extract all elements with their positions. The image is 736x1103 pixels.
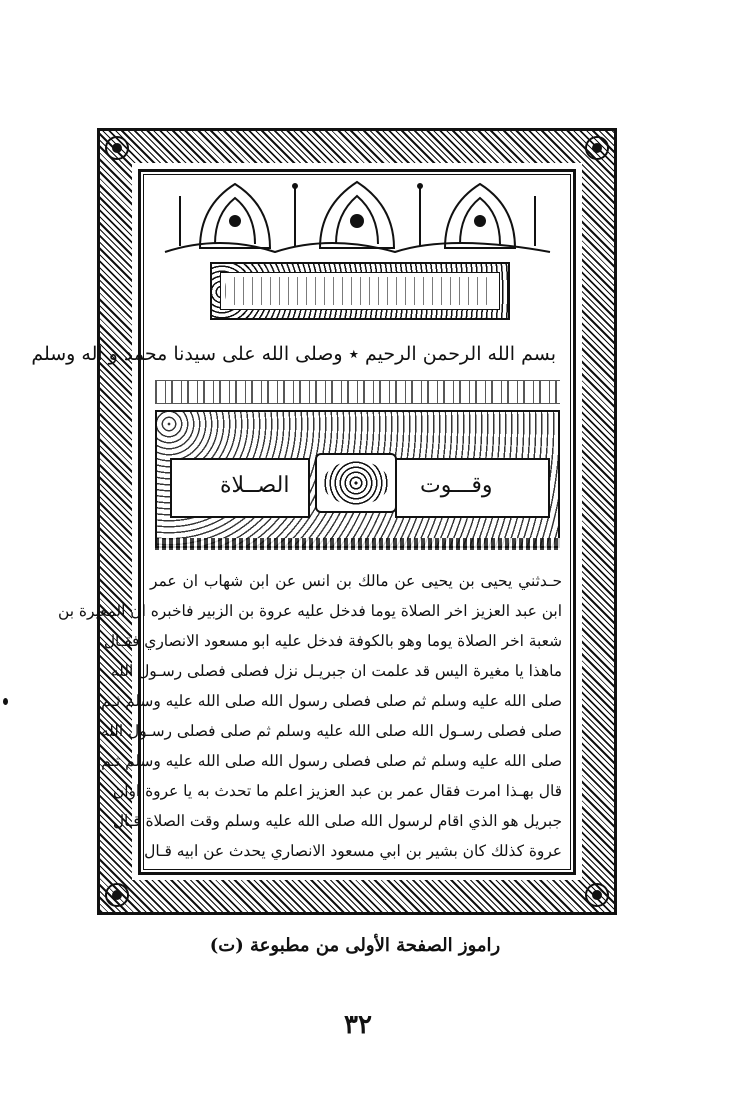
text-line: عروة كذلك كان بشير بن ابي مسعود الانصاري يحدث عن ابيه قـال bbox=[144, 842, 562, 860]
page-number: ٣٢ bbox=[344, 1010, 372, 1040]
manuscript-body bbox=[58, 566, 562, 866]
text-line: قال بهـذا امرت فقال عمر بن عبد العزيز اعلم ما تحدث به يا عروة اوان bbox=[112, 782, 562, 800]
scan-speck bbox=[3, 698, 8, 705]
title-word-right: الصــلاة bbox=[220, 473, 290, 498]
text-line: شعبة اخر الصلاة يوما وهو بالكوفة فدخل عليه ابو مسعود الانصاري فقـال bbox=[103, 632, 562, 650]
corner-rosette-icon bbox=[102, 133, 132, 163]
title-word-left: وقـــوت bbox=[420, 473, 493, 498]
basmala-line: بسم الله الرحمن الرحيم ٭ وصلى الله على سيدنا محمد و اله وسلم bbox=[31, 343, 556, 365]
decorative-dots bbox=[155, 538, 560, 550]
decorative-strip bbox=[155, 380, 560, 404]
text-line: صلى فصلى رسـول الله صلى الله عليه وسلم ثم صلى فصلى رسـول الله bbox=[100, 722, 562, 740]
corner-rosette-icon bbox=[582, 880, 612, 910]
headpiece-ornament bbox=[160, 176, 555, 256]
text-line: ابن عبد العزيز اخر الصلاة يوما فدخل عليه عروة بن الزبير فاخبره ان المغيرة بن bbox=[58, 602, 562, 620]
figure-caption: راموز الصفحة الأولى من مطبوعة (ت) bbox=[209, 935, 501, 956]
corner-rosette-icon bbox=[102, 880, 132, 910]
text-line: حـدثني يحيى بن يحيى عن مالك بن انس عن ابن شهاب ان عمر bbox=[150, 572, 562, 590]
decorative-band bbox=[210, 262, 510, 320]
text-line: جبريل هو الذي اقام لرسول الله صلى الله عليه وسلم وقت الصلاة قـال bbox=[112, 812, 562, 830]
text-line: صلى الله عليه وسلم ثم صلى فصلى رسول الله صلى الله عليه وسلم ثـم bbox=[101, 692, 562, 710]
corner-rosette-icon bbox=[582, 133, 612, 163]
text-line: ماهذا يا مغيرة اليس قد علمت ان جبريـل نزل فصلى فصلى رسـول الله bbox=[110, 662, 562, 680]
central-medallion bbox=[315, 453, 397, 513]
text-line: صلى الله عليه وسلم ثم صلى فصلى رسول الله صلى الله عليه وسلم ثـم bbox=[101, 752, 562, 770]
